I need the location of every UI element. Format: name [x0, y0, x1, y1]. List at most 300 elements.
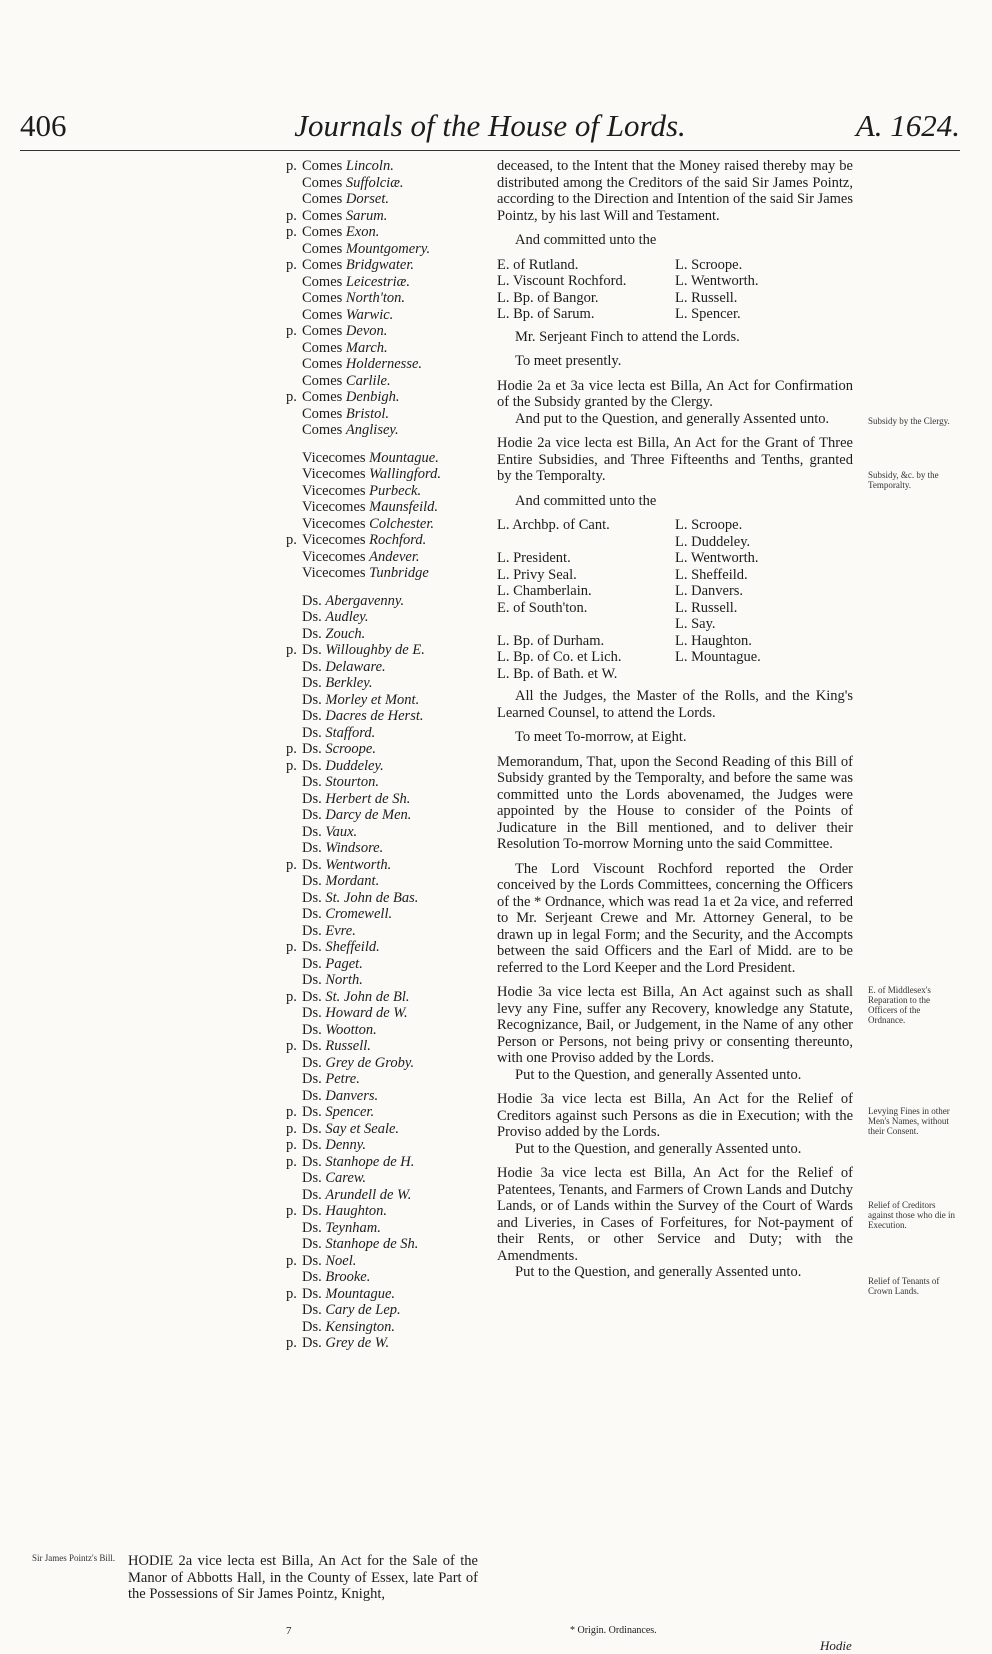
peer-title: Ds.: [302, 1071, 322, 1087]
attendance-row: [286, 741, 478, 758]
committed-label-1: And committed unto the: [515, 232, 657, 248]
committee-member: L. Scroope.: [675, 517, 743, 533]
presence-mark: p.: [286, 1120, 297, 1137]
attendance-row: [286, 956, 478, 973]
presence-mark: p.: [286, 939, 297, 955]
peer-title: Ds.: [302, 658, 322, 675]
presence-mark: p.: [286, 1104, 297, 1120]
committee-member: [497, 616, 675, 633]
peer-name: Maunsfeild.: [369, 499, 439, 515]
committee-member: L. Mountague.: [675, 649, 761, 665]
attendance-row: [286, 406, 478, 423]
paragraph-fines-assent: Put to the Question, and generally Assented unto.: [515, 1066, 802, 1083]
peer-name: Bristol.: [345, 405, 390, 422]
peer-name: Paget.: [325, 955, 363, 972]
attendance-row: [286, 257, 478, 274]
peer-title: Ds.: [302, 1137, 322, 1153]
peer-title: Comes: [302, 389, 343, 405]
peer-name: Denbigh.: [345, 389, 400, 405]
peer-name: Danvers.: [325, 1087, 379, 1104]
peer-name: Morley et Mont.: [325, 691, 420, 708]
attendance-row: [286, 791, 478, 808]
peer-name: Grey de W.: [325, 1335, 390, 1351]
peer-name: Warwic.: [345, 306, 394, 323]
peer-title: Ds.: [302, 1219, 322, 1236]
peer-title: Ds.: [302, 691, 322, 708]
paragraph-memorandum: Memorandum, That, upon the Second Reading of this Bill of Subsidy granted by the Temporalty, and before the same was committed unto the Lords abovenamed, the Judges were appointed by the House to consider of the Points of Judicature in the Bill mentioned, and to deliver their Resolution To-morrow Morning unto the said Committee.: [497, 753, 853, 852]
peer-title: Ds.: [302, 939, 322, 955]
peer-title: Ds.: [302, 642, 322, 658]
peer-title: Comes: [302, 191, 343, 207]
peer-title: Vicecomes: [302, 548, 366, 565]
presence-mark: p.: [286, 757, 297, 774]
year-label: A. 1624.: [855, 108, 960, 143]
peer-title: Ds.: [302, 1120, 322, 1137]
attendance-row: [286, 1203, 478, 1220]
committee-member: L. Haughton.: [675, 632, 752, 649]
peer-name: Mountgomery.: [345, 240, 431, 257]
peer-name: Grey de Groby.: [325, 1054, 415, 1071]
committee-member: [675, 666, 853, 683]
peer-title: Ds.: [302, 1236, 322, 1252]
peer-name: Carlile.: [345, 372, 391, 389]
attendance-gap: [286, 582, 478, 593]
committee-member: L. Sheffeild.: [675, 566, 748, 583]
presence-mark: p.: [286, 1153, 297, 1170]
peer-name: Cromewell.: [325, 906, 393, 922]
peer-title: Ds.: [302, 1335, 322, 1351]
peer-name: St. John de Bl.: [325, 988, 410, 1005]
attendance-row: [286, 890, 478, 907]
peer-name: Sheffeild.: [325, 939, 380, 955]
attendance-row: [286, 807, 478, 824]
attendance-row: [286, 1187, 478, 1204]
peer-title: Ds.: [302, 1170, 322, 1186]
paragraph-tenants-assent: Put to the Question, and generally Assented unto.: [515, 1264, 802, 1280]
peer-title: Ds.: [302, 675, 322, 691]
peer-name: Windsore.: [325, 840, 384, 856]
peer-title: Ds.: [302, 972, 322, 988]
peer-name: St. John de Bas.: [325, 889, 419, 906]
peer-name: Suffolciæ.: [345, 174, 404, 191]
peer-name: Stanhope de Sh.: [325, 1236, 419, 1252]
committee-member: E. of South'ton.: [497, 599, 588, 616]
attendance-row: [286, 565, 478, 582]
attend-note-1: Mr. Serjeant Finch to attend the Lords.: [515, 328, 740, 345]
peer-title: Vicecomes: [302, 532, 366, 548]
peer-title: Ds.: [302, 1104, 322, 1120]
peer-title: Ds.: [302, 988, 322, 1005]
peer-name: North.: [325, 972, 363, 988]
meet-note-2: To meet To-morrow, at Eight.: [515, 729, 687, 745]
peer-title: Vicecomes: [302, 449, 366, 466]
peer-title: Ds.: [302, 708, 322, 724]
attendance-row: [286, 1104, 478, 1121]
attendance-row: [286, 972, 478, 989]
attendance-row: [286, 549, 478, 566]
peer-name: Abergavenny.: [325, 592, 405, 609]
peer-name: Leicestriæ.: [345, 273, 410, 290]
attendance-row: [286, 659, 478, 676]
peer-name: Mordant.: [325, 873, 380, 889]
peer-title: Ds.: [302, 1005, 322, 1021]
peer-name: Duddeley.: [325, 757, 384, 774]
peer-name: Exon.: [345, 224, 380, 240]
attendance-row: [286, 758, 478, 775]
committee-member: L. Bp. of Durham.: [497, 632, 605, 649]
peer-title: Ds.: [302, 840, 322, 856]
peer-title: Comes: [302, 158, 343, 174]
peer-title: Ds.: [302, 856, 322, 873]
peer-title: Ds.: [302, 790, 322, 807]
attendance-row: [286, 857, 478, 874]
committee-member: L. Bp. of Co. et Lich.: [497, 649, 622, 665]
peer-title: Comes: [302, 422, 343, 438]
attendance-row: [286, 609, 478, 626]
paragraph-fines: Hodie 3a vice lecta est Billa, An Act against such as shall levy any Fine, suffer any Recovery, knowledge any Statute, Recognizance, Bail, or Judgement, in the Name of any other Person or Persons, not being privy or consenting thereunto, with one Proviso added by the Lords.: [497, 984, 853, 1066]
peer-name: Dorset.: [345, 191, 390, 207]
committee-member: L. Duddeley.: [675, 533, 751, 550]
presence-mark: p.: [286, 988, 297, 1005]
peer-title: Comes: [302, 240, 343, 257]
committee-list-1: [497, 257, 853, 323]
attendance-row: [286, 1269, 478, 1286]
attendance-row: [286, 450, 478, 467]
committee-member: E. of Rutland.: [497, 256, 579, 273]
presence-mark: p.: [286, 741, 297, 757]
pointz-bill-paragraph: HODIE 2a vice lecta est Billa, An Act for the Sale of the Manor of Abbotts Hall, in the County of Essex, late Part of the Possessions of Sir James Pointz, Knight,: [128, 1553, 478, 1602]
peer-title: Comes: [302, 306, 343, 323]
peer-name: Willoughby de E.: [325, 642, 425, 658]
peer-name: Carew.: [325, 1170, 367, 1186]
peer-title: Comes: [302, 257, 343, 273]
attendance-row: [286, 1005, 478, 1022]
attendance-row: [286, 675, 478, 692]
page-number: 406: [20, 108, 67, 143]
attendance-row: [286, 1335, 478, 1352]
attendance-row: [286, 356, 478, 373]
peer-title: Ds.: [302, 873, 322, 889]
catchword: Hodie: [820, 1638, 852, 1653]
attendance-row: [286, 532, 478, 549]
peer-name: Zouch.: [325, 625, 366, 642]
attendance-row: [286, 824, 478, 841]
peer-name: Spencer.: [325, 1104, 375, 1120]
committee-member: L. Chamberlain.: [497, 583, 592, 599]
peer-name: Scroope.: [325, 741, 376, 757]
peer-title: Ds.: [302, 807, 322, 823]
presence-mark: p.: [286, 1285, 297, 1302]
peer-title: Comes: [302, 356, 343, 372]
peer-title: Ds.: [302, 922, 322, 939]
paragraph-ordnance: The Lord Viscount Rochford reported the Order conceived by the Lords Committees, concerning the Officers of the * Ordnance, which was read 1a et 2a vice, and referred to Mr. Serjeant Crewe and Mr. Attorney General, to be drawn up in legal Form; and the Security, and the Accompts between the said Officers and the Earl of Midd. are to be referred to the Lord Keeper and the Lord President.: [497, 860, 853, 976]
paragraph-creditors-assent: Put to the Question, and generally Assented unto.: [515, 1140, 802, 1157]
peer-title: Comes: [302, 405, 343, 422]
paragraph-clergy-assent: And put to the Question, and generally Assented unto.: [515, 410, 830, 427]
presence-mark: p.: [286, 224, 297, 240]
peer-name: Stourton.: [325, 774, 379, 790]
peer-title: Ds.: [302, 1038, 322, 1054]
header-rule: [20, 150, 960, 151]
committee-member: L. Viscount Rochford.: [497, 273, 627, 289]
committee-list-2: [497, 517, 853, 682]
attendance-row: [286, 708, 478, 725]
peer-title: Ds.: [302, 1153, 322, 1170]
attendance-row: [286, 1319, 478, 1336]
attendance-row: [286, 1071, 478, 1088]
peer-name: Holdernesse.: [345, 356, 423, 372]
margin-note-tenants: Relief of Tenants of Crown Lands.: [868, 1276, 940, 1296]
attendance-row: [286, 873, 478, 890]
committee-member: L. Spencer.: [675, 306, 741, 322]
attendance-row: [286, 840, 478, 857]
margin-note-temporalty: Subsidy, &c. by the Temporalty.: [868, 470, 939, 490]
attendance-row: [286, 422, 478, 439]
committee-member: L. Scroope.: [675, 256, 743, 273]
proceedings-column: [497, 158, 853, 1289]
peer-name: Noel.: [325, 1252, 357, 1269]
attendance-list: [286, 158, 478, 1352]
peer-name: Teynham.: [325, 1219, 381, 1236]
attendance-row: [286, 1121, 478, 1138]
attendance-row: [286, 499, 478, 516]
committee-member: L. Bp. of Sarum.: [497, 306, 595, 322]
peer-title: Ds.: [302, 724, 322, 741]
peer-title: Ds.: [302, 1054, 322, 1071]
attendance-row: [286, 389, 478, 406]
peer-title: Vicecomes: [302, 499, 366, 515]
attendance-row: [286, 1220, 478, 1237]
peer-title: Ds.: [302, 1269, 322, 1285]
peer-name: Wallingford.: [369, 466, 442, 482]
peer-name: Denny.: [325, 1137, 367, 1153]
committee-member: L. Bp. of Bangor.: [497, 289, 599, 306]
attendance-row: [286, 1286, 478, 1303]
attend-note-2: All the Judges, the Master of the Rolls, and the King's Learned Counsel, to attend the Lords.: [497, 688, 853, 721]
peer-title: Ds.: [302, 774, 322, 790]
attendance-row: [286, 483, 478, 500]
peer-name: Darcy de Men.: [325, 807, 412, 823]
peer-name: Sarum.: [345, 207, 388, 224]
committee-member: L. Russell.: [675, 599, 738, 616]
presence-mark: p.: [286, 158, 297, 174]
attendance-row: [286, 1302, 478, 1319]
attendance-row: [286, 1088, 478, 1105]
paragraph-creditors: Hodie 3a vice lecta est Billa, An Act for the Relief of Creditors against such Persons as die in Execution; with the Proviso added by the Lords.: [497, 1091, 853, 1140]
peer-title: Comes: [302, 323, 343, 339]
attendance-row: [286, 1022, 478, 1039]
attendance-row: [286, 516, 478, 533]
peer-name: March.: [345, 339, 388, 356]
presence-mark: p.: [286, 257, 297, 273]
peer-name: Delaware.: [325, 658, 386, 675]
margin-note-clergy: Subsidy by the Clergy.: [868, 416, 950, 426]
peer-name: Wootton.: [325, 1021, 377, 1038]
margin-note-middlesex: E. of Middlesex's Reparation to the Officers of the Ordnance.: [868, 985, 931, 1025]
attendance-row: [286, 1170, 478, 1187]
peer-name: Anglisey.: [345, 422, 399, 438]
peer-name: Rochford.: [369, 532, 427, 548]
paragraph-tenants: Hodie 3a vice lecta est Billa, An Act for the Relief of Patentees, Tenants, and Farmers of Crown Lands and Dutchy Lands, or of Lands within the Survey of the Court of Wards and Liveries, in Cases of Forfeitures, for Not-payment of their Rents, or other Service and Duty; with the Amendments.: [497, 1165, 853, 1264]
paragraph-clergy: Hodie 2a et 3a vice lecta est Billa, An Act for Confirmation of the Subsidy granted by the Clergy.: [497, 377, 853, 410]
attendance-row: [286, 774, 478, 791]
meet-note-1: To meet presently.: [515, 353, 622, 369]
attendance-row: [286, 923, 478, 940]
peer-title: Vicecomes: [302, 565, 366, 581]
peer-name: Russell.: [325, 1038, 371, 1054]
peer-name: Say et Seale.: [325, 1120, 400, 1137]
peer-title: Ds.: [302, 757, 322, 774]
peer-title: Ds.: [302, 741, 322, 757]
committee-member: L. Wentworth.: [675, 273, 759, 289]
peer-title: Comes: [302, 207, 343, 224]
peer-name: Stafford.: [325, 724, 376, 741]
peer-title: Ds.: [302, 1285, 322, 1302]
committee-member: L. President.: [497, 550, 571, 566]
attendance-row: [286, 642, 478, 659]
peer-name: Arundell de W.: [325, 1186, 412, 1203]
peer-title: Comes: [302, 290, 343, 306]
presence-mark: p.: [286, 1203, 297, 1219]
committee-member: L. Privy Seal.: [497, 566, 577, 583]
footnote: * Origin. Ordinances.: [570, 1625, 657, 1636]
presence-mark: p.: [286, 856, 297, 873]
peer-name: Wentworth.: [325, 856, 392, 873]
committee-member: [497, 534, 675, 551]
peer-name: Brooke.: [325, 1269, 371, 1285]
attendance-row: [286, 340, 478, 357]
attendance-row: [286, 208, 478, 225]
peer-name: Mountague.: [369, 449, 439, 466]
peer-title: Ds.: [302, 609, 322, 625]
attendance-row: [286, 307, 478, 324]
peer-name: Herbert de Sh.: [325, 790, 411, 807]
peer-title: Vicecomes: [302, 482, 366, 499]
peer-name: Stanhope de H.: [325, 1153, 415, 1170]
attendance-row: [286, 373, 478, 390]
attendance-row: [286, 725, 478, 742]
attendance-row: [286, 939, 478, 956]
attendance-row: [286, 1154, 478, 1171]
peer-name: Devon.: [345, 323, 388, 339]
peer-title: Comes: [302, 339, 343, 356]
attendance-row: [286, 692, 478, 709]
presence-mark: p.: [286, 642, 297, 658]
peer-name: Howard de W.: [325, 1005, 408, 1021]
peer-title: Ds.: [302, 906, 322, 922]
peer-name: Audley.: [325, 609, 369, 625]
attendance-row: [286, 1137, 478, 1154]
presence-mark: p.: [286, 207, 297, 224]
peer-title: Ds.: [302, 1186, 322, 1203]
committed-label-2: And committed unto the: [515, 492, 657, 509]
peer-name: Kensington.: [325, 1318, 396, 1335]
attendance-row: [286, 1055, 478, 1072]
margin-note-pointz: Sir James Pointz's Bill.: [32, 1553, 116, 1563]
peer-name: Bridgwater.: [345, 257, 414, 273]
peer-name: Haughton.: [325, 1203, 387, 1219]
peer-name: Mountague.: [325, 1285, 396, 1302]
paragraph-1: deceased, to the Intent that the Money raised thereby may be distributed among the Creditors of the said Sir James Pointz, according to the Direction and Intention of the said Sir James Pointz, by his last Will and Testament.: [497, 158, 853, 224]
peer-title: Comes: [302, 372, 343, 389]
presence-mark: p.: [286, 1038, 297, 1054]
peer-title: Ds.: [302, 625, 322, 642]
attendance-row: [286, 1038, 478, 1055]
presence-mark: p.: [286, 1335, 297, 1351]
peer-name: Cary de Lep.: [325, 1302, 401, 1318]
peer-title: Ds.: [302, 1087, 322, 1104]
margin-note-fines: Levying Fines in other Men's Names, without their Consent.: [868, 1106, 950, 1136]
peer-title: Comes: [302, 273, 343, 290]
attendance-row: [286, 158, 478, 175]
peer-title: Ds.: [302, 1252, 322, 1269]
committee-member: L. Say.: [675, 616, 716, 632]
committee-member: L. Danvers.: [675, 583, 744, 599]
peer-title: Comes: [302, 224, 343, 240]
peer-name: Vaux.: [325, 823, 358, 840]
page-header: [20, 108, 960, 154]
peer-name: Tunbridge: [369, 565, 429, 581]
margin-note-creditors: Relief of Creditors against those who die in Execution.: [868, 1200, 955, 1230]
attendance-row: [286, 323, 478, 340]
paragraph-temporalty: Hodie 2a vice lecta est Billa, An Act for the Grant of Three Entire Subsidies, and Three Fifteenths and Tenths, granted by the Temporalty.: [497, 435, 853, 484]
presence-mark: p.: [286, 1137, 297, 1153]
attendance-row: [286, 593, 478, 610]
presence-mark: p.: [286, 323, 297, 339]
presence-mark: p.: [286, 389, 297, 405]
peer-title: Ds.: [302, 889, 322, 906]
attendance-row: [286, 191, 478, 208]
peer-name: Lincoln.: [345, 158, 394, 174]
peer-title: Ds.: [302, 955, 322, 972]
peer-name: Petre.: [325, 1071, 360, 1087]
attendance-row: [286, 175, 478, 192]
signature-mark: 7: [286, 1625, 292, 1637]
peer-name: Colchester.: [369, 515, 435, 532]
attendance-row: [286, 1253, 478, 1270]
page-title: Journals of the House of Lords.: [294, 108, 686, 143]
attendance-row: [286, 224, 478, 241]
attendance-gap: [286, 439, 478, 450]
peer-title: Vicecomes: [302, 515, 366, 532]
peer-name: Berkley.: [325, 675, 373, 691]
attendance-row: [286, 290, 478, 307]
attendance-row: [286, 241, 478, 258]
committee-member: L. Wentworth.: [675, 550, 759, 566]
peer-title: Ds.: [302, 823, 322, 840]
peer-title: Ds.: [302, 592, 322, 609]
peer-title: Ds.: [302, 1021, 322, 1038]
committee-member: L. Archbp. of Cant.: [497, 517, 610, 533]
attendance-row: [286, 466, 478, 483]
peer-title: Ds.: [302, 1203, 322, 1219]
peer-name: North'ton.: [345, 290, 406, 306]
peer-name: Andever.: [369, 548, 420, 565]
presence-mark: p.: [286, 532, 297, 548]
attendance-row: [286, 626, 478, 643]
committee-member: L. Russell.: [675, 289, 738, 306]
attendance-row: [286, 989, 478, 1006]
attendance-row: [286, 1236, 478, 1253]
attendance-row: [286, 906, 478, 923]
peer-name: Purbeck.: [369, 482, 422, 499]
committee-member: L. Bp. of Bath. et W.: [497, 665, 618, 682]
peer-title: Comes: [302, 174, 343, 191]
peer-name: Evre.: [325, 922, 356, 939]
attendance-row: [286, 274, 478, 291]
peer-name: Dacres de Herst.: [325, 708, 424, 724]
peer-title: Ds.: [302, 1318, 322, 1335]
